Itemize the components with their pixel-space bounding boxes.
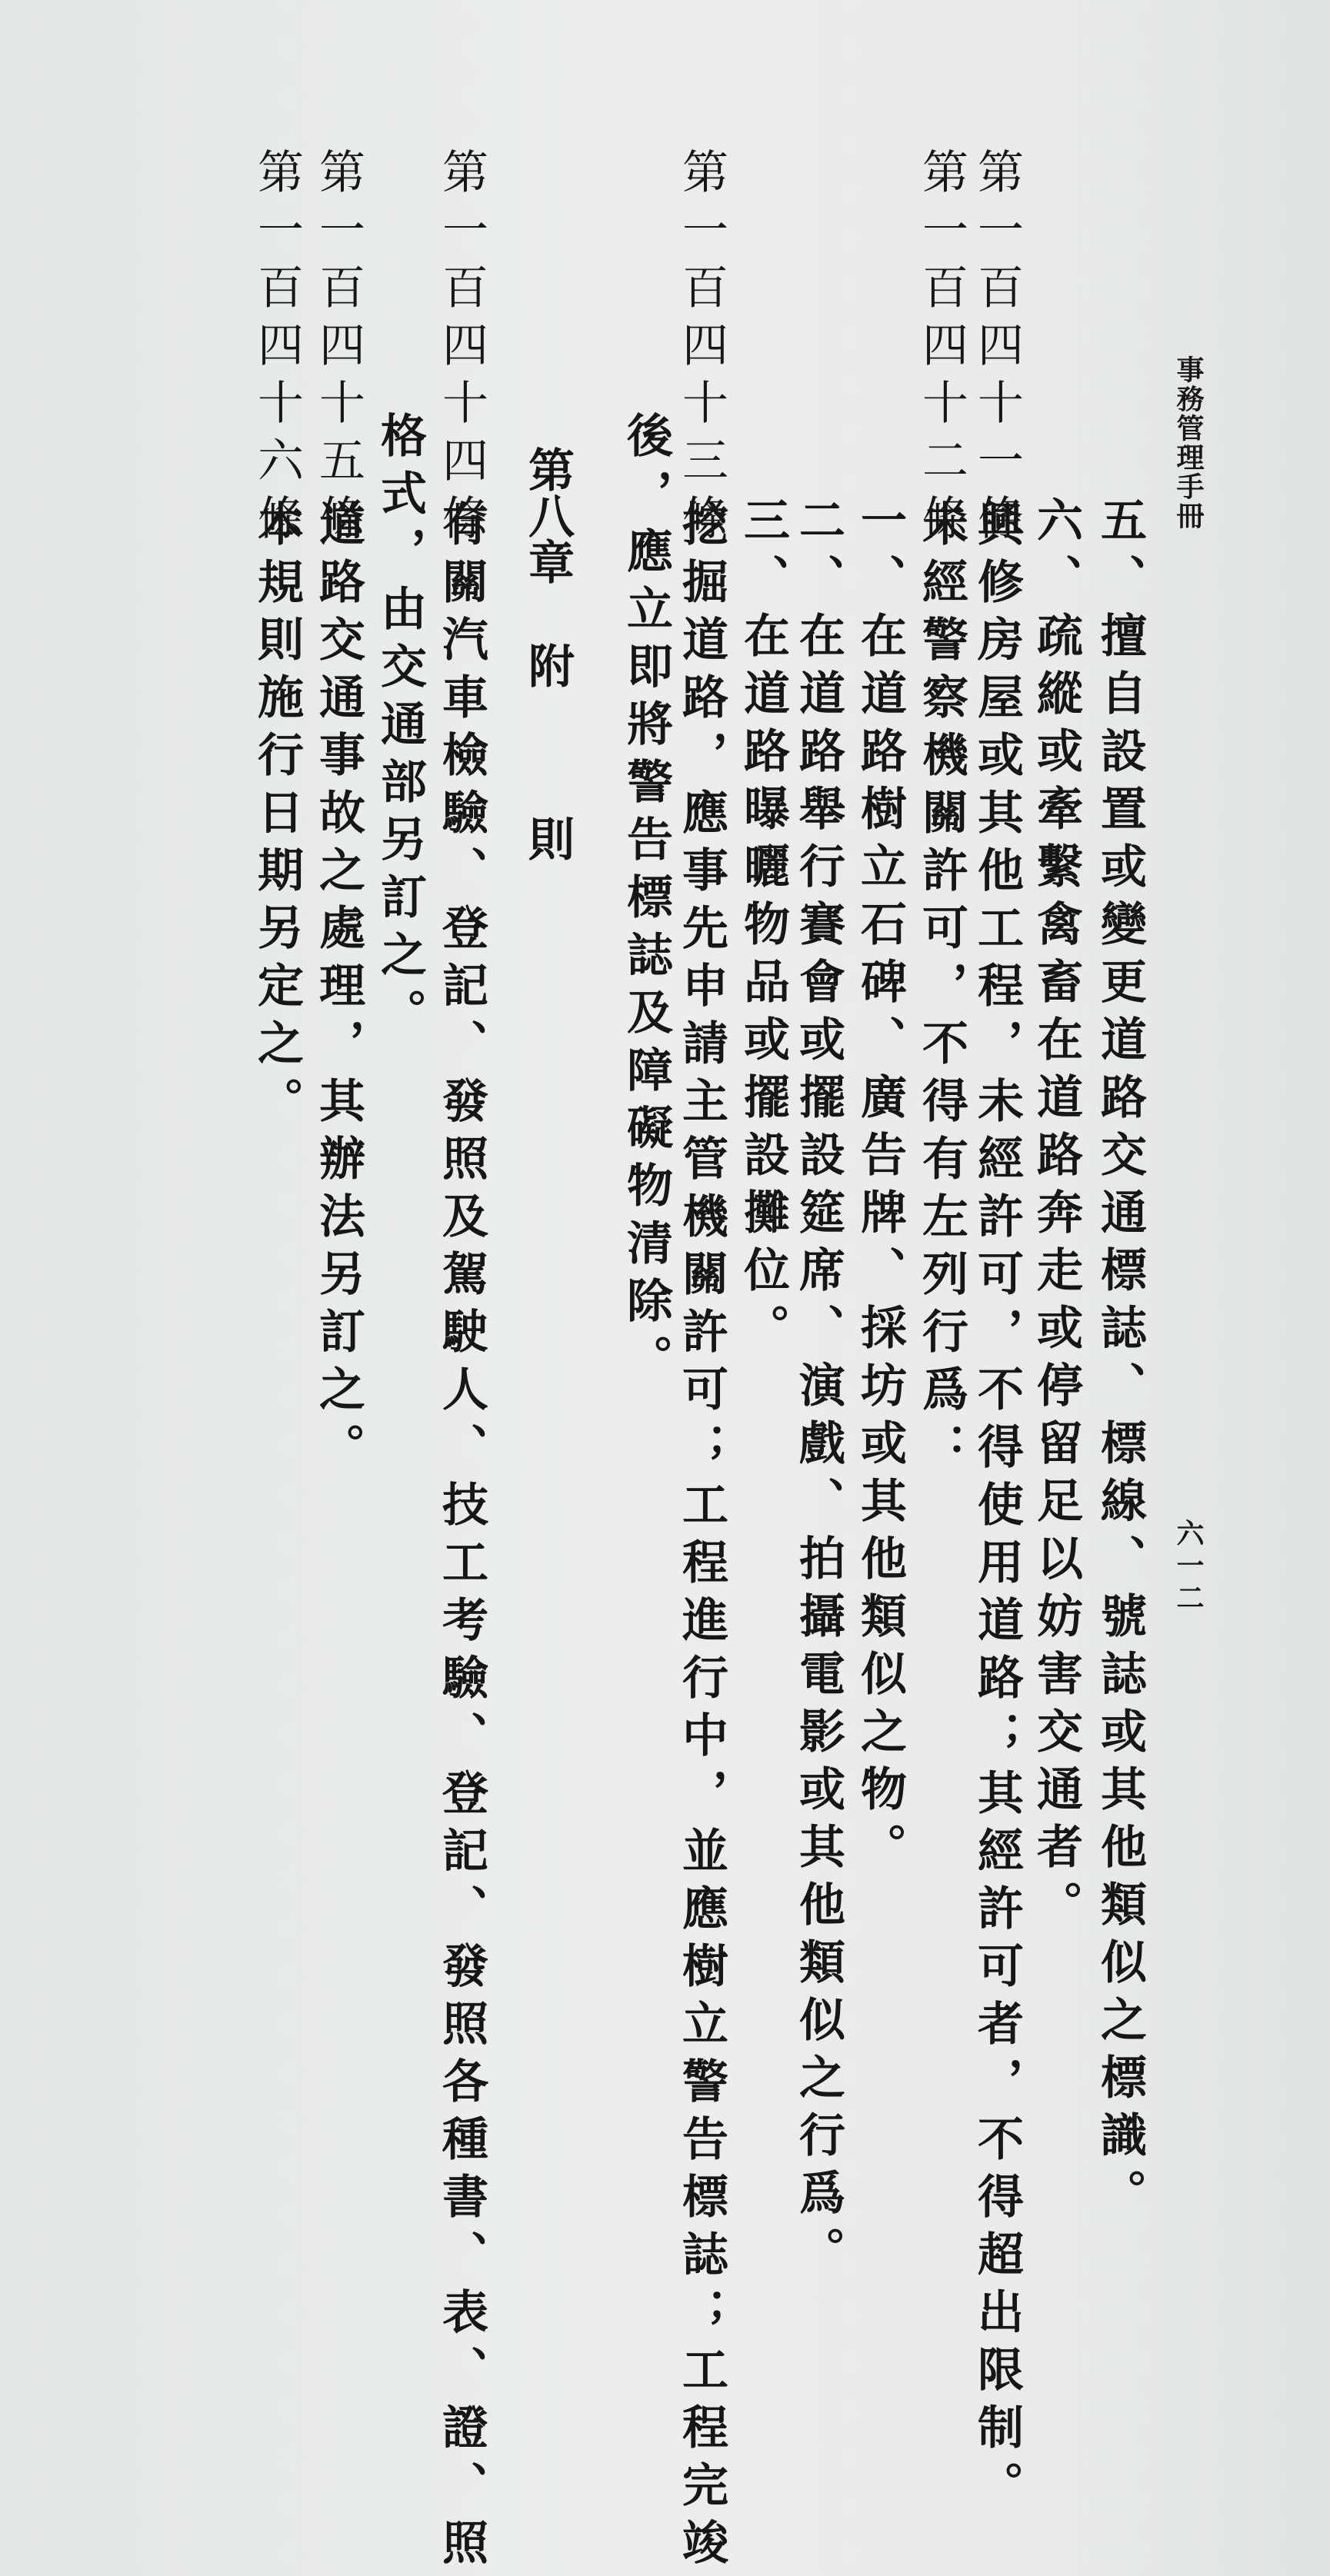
article-143-text: 挖掘道路，應事先申請主管機關許可；工程進行中，並應樹立警告標誌；工程完竣 (675, 500, 728, 2576)
chapter-number: 第八章 (521, 446, 575, 584)
article-144-continuation: 格式，由交通部另訂之。 (373, 411, 427, 1046)
article-143-label: 第一百四十三條 (675, 148, 728, 551)
chapter-title-2: 則 (521, 815, 575, 861)
article-144-label: 第一百四十四條 (435, 148, 488, 551)
article-144-text: 有關汽車檢驗、登記、發照及駕駛人、技工考驗、登記、發照各種書、表、證、照 (435, 500, 488, 2576)
article-146-label: 第一百四十六條 (250, 148, 304, 551)
article-141-text: 興修房屋或其他工程，未經許可，不得使用道路；其經許可者，不得超出限制。 (970, 500, 1024, 2518)
item-5: 五、擅自設置或變更道路交通標誌、標線、號誌或其他類似之標識。 (1093, 496, 1147, 2226)
item-3: 三、在道路曝曬物品或擺設攤位。 (736, 496, 790, 1361)
article-143-continuation: 後，應立即將警告標誌及障礙物清除。 (619, 411, 673, 1392)
book-title: 事務管理手冊 (1172, 355, 1205, 531)
page-number: 六一二 (1172, 1519, 1205, 1616)
article-145-text: 道路交通事故之處理，其辦法另訂之。 (312, 500, 365, 1480)
item-2: 二、在道路舉行賽會或擺設筵席、演戲、拍攝電影或其他類似之行爲。 (792, 496, 845, 2284)
item-1: 一、在道路樹立石碑、廣告牌、採坊或其他類似之物。 (853, 496, 907, 1880)
article-145-label: 第一百四十五條 (312, 148, 365, 551)
article-146-text: 本規則施行日期另定之。 (250, 500, 304, 1134)
article-142-label: 第一百四十二條 (915, 148, 968, 551)
item-6: 六、疏縱或牽繫禽畜在道路奔走或停留足以妨害交通者。 (1029, 496, 1083, 1938)
article-142-text: 未經警察機關許可，不得有左列行爲： (915, 500, 968, 1480)
chapter-title-1: 附 (521, 642, 575, 688)
article-141-label: 第一百四十一條 (970, 148, 1024, 551)
